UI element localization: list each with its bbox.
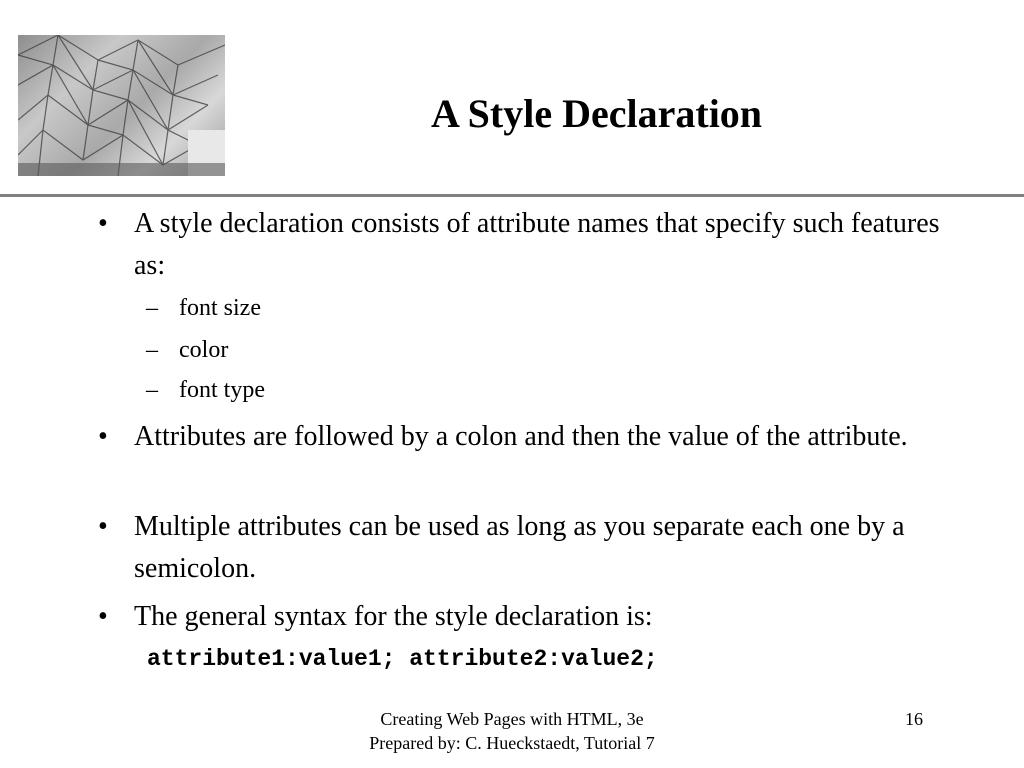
page-number: 16: [905, 709, 923, 729]
title-divider: [0, 194, 1024, 197]
code-example: attribute1:value1; attribute2:value2;: [147, 646, 658, 672]
sub-bullet-marker: –: [146, 295, 158, 321]
slide-title: A Style Declaration: [431, 91, 763, 136]
footer-course-title: Creating Web Pages with HTML, 3e: [380, 709, 644, 729]
footer-author: Prepared by: C. Hueckstaedt, Tutorial 7: [369, 733, 655, 753]
sub-bullet-marker: –: [146, 337, 158, 363]
bullet-text: A style declaration consists of attribute names that specify such features as:: [134, 208, 940, 281]
bullet-text: Attributes are followed by a colon and then the value of the attribute.: [134, 421, 908, 452]
sub-bullet-marker: –: [146, 377, 158, 403]
sub-bullet-text: font type: [179, 377, 265, 403]
geodesic-dome-image: [18, 35, 225, 176]
bullet-text: Multiple attributes can be used as long as you separate each one by a semicolon.: [134, 511, 905, 584]
bullet-marker: •: [98, 208, 108, 239]
bullet-marker: •: [98, 511, 108, 542]
footer: [312, 707, 712, 755]
bullet-marker: •: [98, 421, 108, 452]
bullet-marker: •: [98, 601, 108, 632]
dome-lattice-icon: [18, 35, 225, 176]
sub-bullet-text: font size: [179, 295, 261, 321]
bullet-text: The general syntax for the style declaration is:: [134, 601, 653, 632]
sub-bullet-text: color: [179, 337, 229, 363]
